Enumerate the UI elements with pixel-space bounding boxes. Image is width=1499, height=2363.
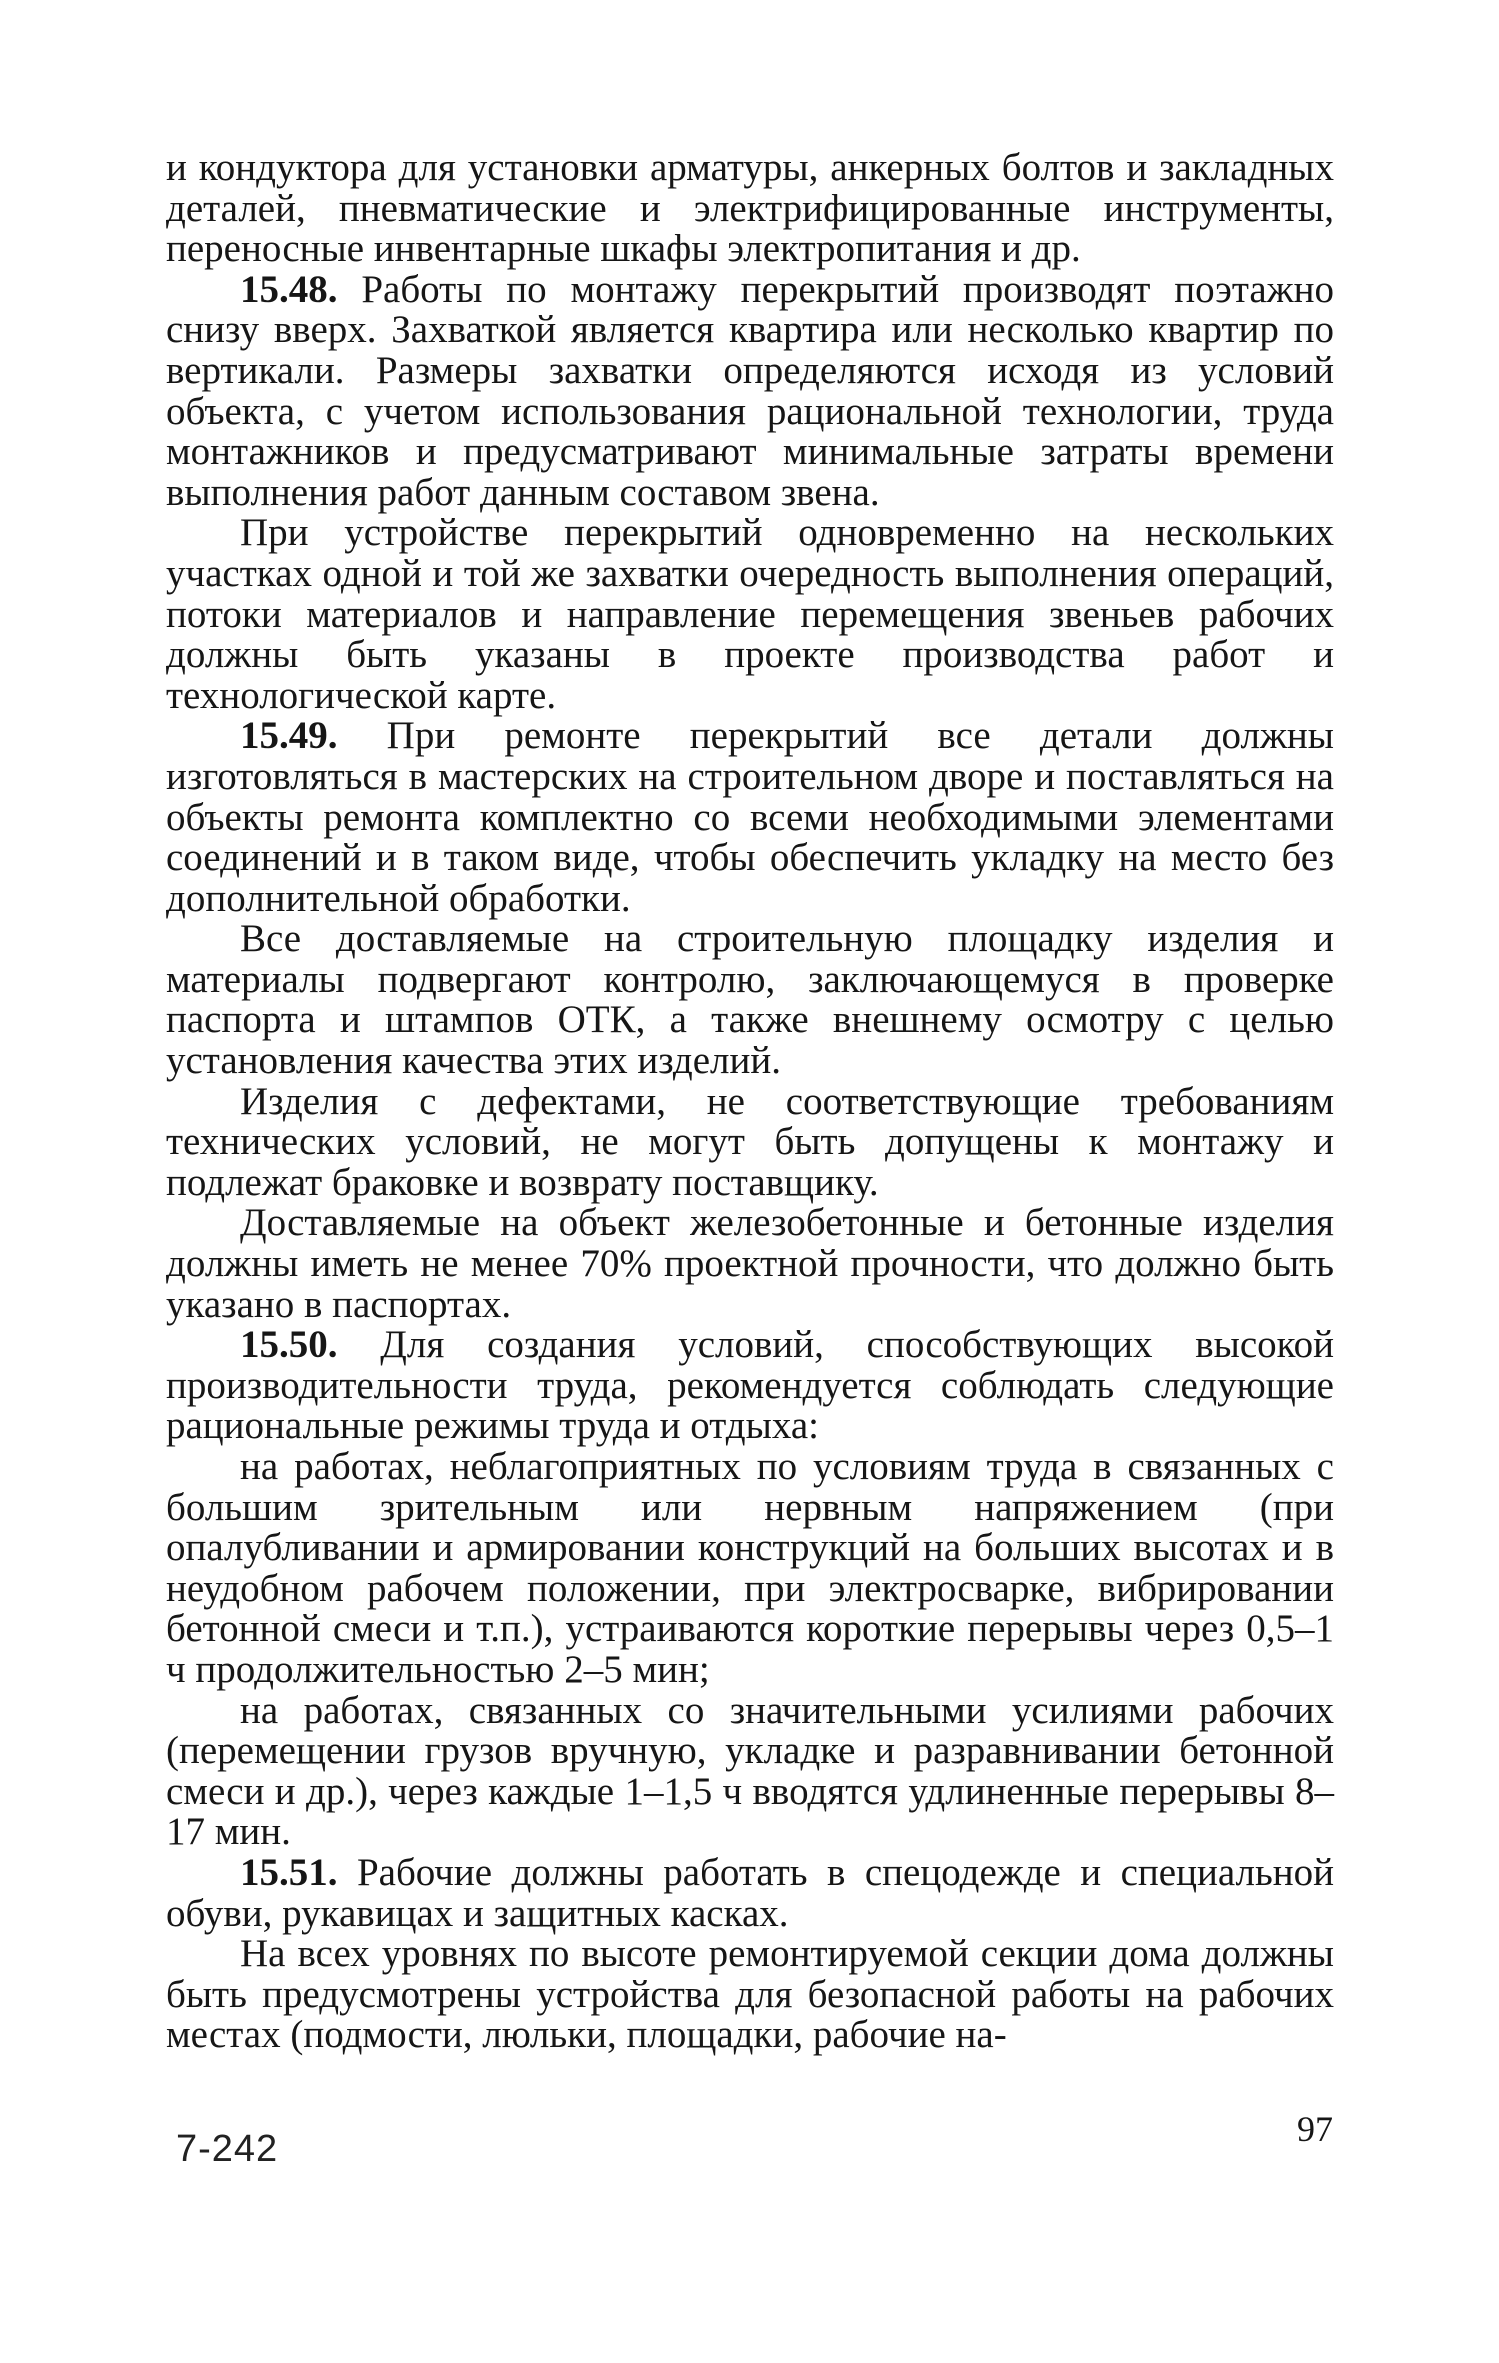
paragraph-quality-control: Все доставляемые на строительную площадку изделия и материалы подвергают контролю, заключающемуся в проверке паспорта и штампов ОТК, а также внешнему осмотру с целью установления качества этих изделий.: [166, 917, 1334, 1083]
paragraph-15-50: 15.50. Для создания условий, способствующих высокой производительности труда, рекомендуется соблюдать следующие рациональные режимы труда и отдыха:: [166, 1323, 1334, 1448]
paragraph-simultaneous-work: При устройстве перекрытий одновременно на нескольких участках одной и той же захватки очередность выполнения операций, потоки материалов и направление перемещения звеньев рабочих должны быть указаны в проекте производства работ и технологической карте.: [166, 511, 1334, 717]
paragraph-safety-devices: На всех уровнях по высоте ремонтируемой секции дома должны быть предусмотрены устройства для безопасной работы на рабочих местах (подмости, люльки, площадки, рабочие на-: [166, 1932, 1334, 2057]
printer-signature: 7-242: [176, 2128, 279, 2170]
paragraph-15-51: 15.51. Рабочие должны работать в спецодежде и специальной обуви, рукавицах и защитных касках.: [166, 1850, 1334, 1935]
section-number: 15.48.: [240, 267, 338, 311]
page-number: 97: [1297, 2109, 1333, 2149]
section-number: 15.49.: [240, 714, 338, 758]
section-number: 15.50.: [240, 1323, 338, 1367]
section-number: 15.51.: [240, 1850, 338, 1894]
paragraph-15-48: 15.48. Работы по монтажу перекрытий производят поэтажно снизу вверх. Захваткой является квартира или несколько квартир по вертикали. Размеры захватки определяются исходя из условий объекта, с учетом использования рациональной технологии, труда монтажников и предусматривают минимальные затраты времени выполнения работ данным составом звена.: [166, 267, 1334, 514]
paragraph-concrete-strength: Доставляемые на объект железобетонные и бетонные изделия должны иметь не менее 70% проектной прочности, что должно быть указано в паспортах.: [166, 1201, 1334, 1326]
paragraph-short-breaks: на работах, неблагоприятных по условиям труда в связанных с большим зрительным или нервным напряжением (при опалубливании и армировании конструкций на больших высотах и в неудобном рабочем положении, при электросварке, вибрировании бетонной смеси и т.п.), устраиваются короткие перерывы через 0,5–1 ч продолжительностью 2–5 мин;: [166, 1445, 1334, 1691]
paragraph-15-49: 15.49. При ремонте перекрытий все детали должны изготовляться в мастерских на строительном дворе и поставляться на объекты ремонта комплектно со всеми необходимыми элементами соединений и в таком виде, чтобы обеспечить укладку на место без дополнительной обработки.: [166, 714, 1334, 920]
paragraph-intro-continuation: и кондуктора для установки арматуры, анкерных болтов и закладных деталей, пневматические и электрифицированные инструменты, переносные инвентарные шкафы электропитания и др.: [166, 146, 1334, 271]
paragraph-long-breaks: на работах, связанных со значительными усилиями рабочих (перемещении грузов вручную, укладке и разравнивании бетонной смеси и др.), через каждые 1–1,5 ч вводятся удлиненные перерывы 8–17 мин.: [166, 1688, 1334, 1854]
paragraph-defects: Изделия с дефектами, не соответствующие требованиям технических условий, не могут быть допущены к монтажу и подлежат браковке и возврату поставщику.: [166, 1079, 1334, 1204]
page-body: [166, 148, 1334, 2056]
